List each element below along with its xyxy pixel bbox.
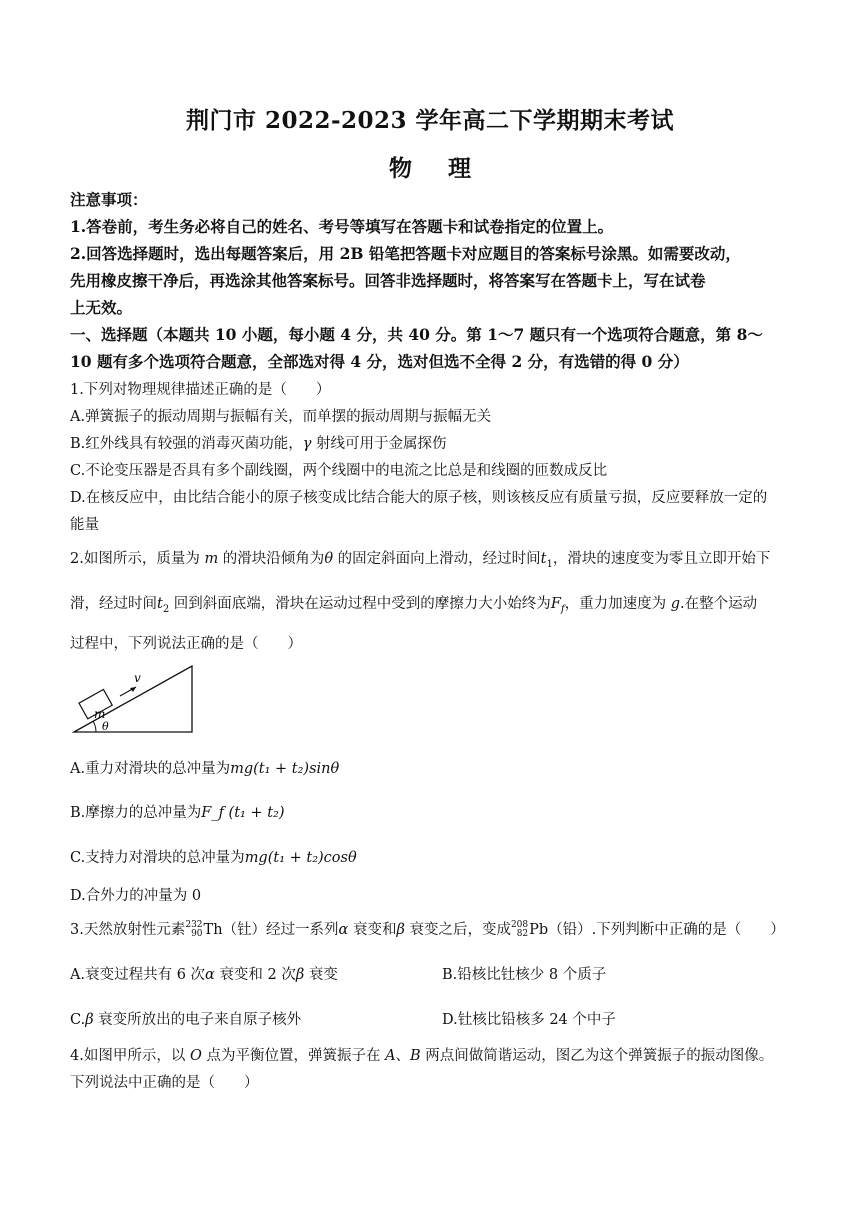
notice-item-2-line-2: 先用橡皮擦干净后，再选涂其他答案标号。回答非选择题时，将答案写在答题卡上，写在试卷 (70, 271, 706, 290)
fig-velocity-label: v (134, 671, 141, 685)
q2-option-a: A.重力对滑块的总冲量为mg(t₁ + t₂)sinθ (70, 761, 340, 777)
notice-item-1: 1.答卷前，考生务必将自己的姓名、考号等填写在答题卡和试卷指定的位置上。 (70, 217, 614, 236)
q3-option-d: D.钍核比铅核多 24 个中子 (442, 1012, 616, 1028)
q2-option-b: B.摩擦力的总冲量为F_f (t₁ + t₂) (70, 805, 285, 821)
fig-mass-label: m (94, 707, 106, 721)
q3-option-b: B.铅核比钍核少 8 个质子 (442, 967, 607, 983)
q1-stem: 1.下列对物理规律描述正确的是（ ） (70, 382, 331, 398)
q3-stem: 3.天然放射性元素 232 90 Th（钍）经过一系列α 衰变和β 衰变之后，变成 208 82 Pb（铅）.下列判断中正确的是（ ） (70, 920, 785, 939)
q3-option-c: C.β 衰变所放出的电子来自原子核外 (70, 1012, 302, 1028)
fig-angle-label: θ (102, 720, 109, 733)
angle-arc (93, 721, 96, 732)
q1-option-d-line-1: D.在核反应中，由比结合能小的原子核变成比结合能大的原子核，则该核反应有质量亏损，反应要释放一定的 (70, 490, 768, 506)
notice-item-2-line-3: 上无效。 (70, 298, 133, 317)
notice-item-2-line-1: 2.回答选择题时，选出每题答案后，用 2B 铅笔把答题卡对应题目的答案标号涂黑。如需要改动， (70, 244, 741, 263)
section-1-line-1: 一、选择题（本题共 10 小题，每小题 4 分，共 40 分。第 1～7 题只有一个选项符合题意，第 8～ (70, 325, 763, 344)
section-1-line-2: 10 题有多个选项符合题意，全部选对得 4 分，选对但选不全得 2 分，有选错的得 0 分） (70, 352, 689, 371)
q3-options-row-2 (70, 1008, 794, 1029)
q3-option-a: A.衰变过程共有 6 次α 衰变和 2 次β 衰变 (70, 967, 338, 983)
q2-stem-line-3: 过程中，下列说法正确的是（ ） (70, 636, 302, 652)
q1-option-b: B.红外线具有较强的消毒灭菌功能，γ 射线可用于金属探伤 (70, 436, 447, 452)
q4-stem-line-1: 4.如图甲所示，以 O 点为平衡位置，弹簧振子在 A、B 两点间做简谐运动，图乙为这个弹簧振子的振动图像。 (70, 1048, 774, 1064)
exam-title: 荆门市 2022-2023 学年高二下学期期末考试 (185, 107, 675, 134)
q2-option-c: C.支持力对滑块的总冲量为mg(t₁ + t₂)cosθ (70, 850, 357, 866)
q2-stem-line-2: 滑，经过时间$t_2$ 回到斜面底端，滑块在运动过程中受到的摩擦力大小始终为$F_f$，重力加速度为 g.在整个运动 (70, 596, 758, 615)
q1-option-a: A.弹簧振子的振动周期与振幅有关，而单摆的振动周期与振幅无关 (70, 409, 492, 425)
q2-stem-line-1: 2.如图所示，质量为 m 的滑块沿倾角为θ 的固定斜面向上滑动，经过时间$t_1$，滑块的速度变为零且立即开始下 (70, 551, 771, 570)
q3-options-row-1 (70, 963, 794, 984)
q2-option-d: D.合外力的冲量为 0 (70, 888, 202, 904)
notice-heading: 注意事项： (70, 190, 148, 209)
pb-isotope: 208 82 (510, 920, 529, 939)
q1-option-c: C.不论变压器是否具有多个副线圈，两个线圈中的电流之比总是和线圈的匝数成反比 (70, 463, 608, 479)
q4-stem-line-2: 下列说法中正确的是（ ） (70, 1075, 259, 1091)
exam-subject: 物 理 (388, 155, 471, 182)
incline-figure (72, 660, 202, 740)
th-isotope: 232 90 (185, 920, 203, 939)
q1-option-d-line-2: 能量 (70, 517, 99, 533)
